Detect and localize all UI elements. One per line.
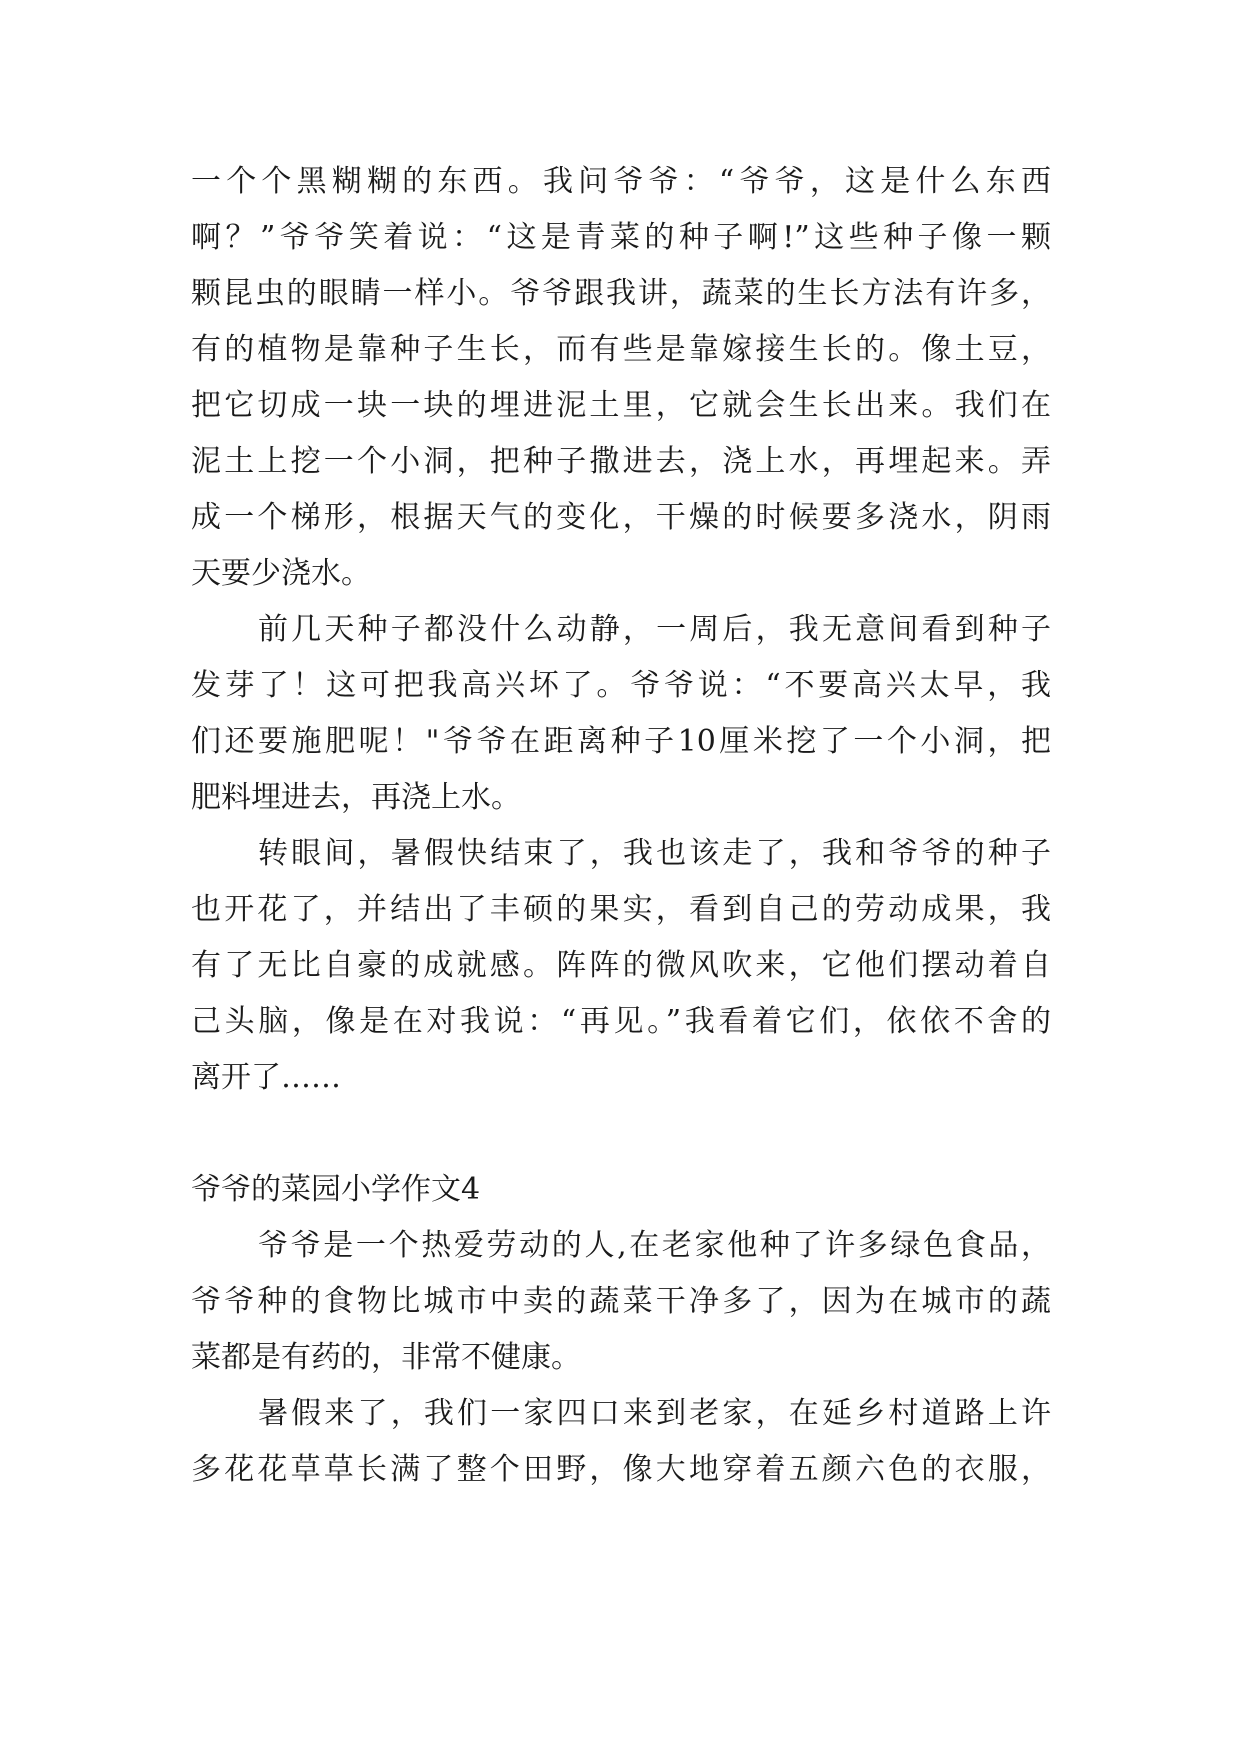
paragraph-line: 有的植物是靠种子生长，而有些是靠嫁接生长的。像土豆， — [191, 332, 1051, 367]
paragraph-line: 一个个黑糊糊的东西。我问爷爷：“爷爷，这是什么东西 — [191, 164, 1051, 199]
paragraph-line: 啊？”爷爷笑着说：“这是青菜的种子啊!”这些种子像一颗 — [191, 220, 1051, 255]
paragraph-line: 成一个梯形，根据天气的变化，干燥的时候要多浇水，阴雨 — [191, 500, 1051, 535]
paragraph-first-line: 爷爷是一个热爱劳动的人,在老家他种了许多绿色食品， — [258, 1228, 1051, 1263]
paragraph-line: 把它切成一块一块的埋进泥土里，它就会生长出来。我们在 — [191, 388, 1051, 423]
paragraph-line: 多花花草草长满了整个田野，像大地穿着五颜六色的衣服， — [191, 1452, 1051, 1487]
paragraph-line: 菜都是有药的，非常不健康。 — [191, 1340, 581, 1375]
paragraph-line: 们还要施肥呢！"爷爷在距离种子10厘米挖了一个小洞，把 — [191, 724, 1051, 759]
paragraph-first-line: 前几天种子都没什么动静，一周后，我无意间看到种子 — [258, 612, 1051, 647]
section-title: 爷爷的菜园小学作文4 — [191, 1172, 481, 1207]
paragraph-line: 天要少浇水。 — [191, 556, 371, 591]
paragraph-line: 发芽了！这可把我高兴坏了。爷爷说：“不要高兴太早，我 — [191, 668, 1051, 703]
paragraph-line: 也开花了，并结出了丰硕的果实，看到自己的劳动成果，我 — [191, 892, 1051, 927]
paragraph-first-line: 暑假来了，我们一家四口来到老家，在延乡村道路上许 — [258, 1396, 1051, 1431]
paragraph-line: 泥土上挖一个小洞，把种子撒进去，浇上水，再埋起来。弄 — [191, 444, 1051, 479]
paragraph-line: 有了无比自豪的成就感。阵阵的微风吹来，它他们摆动着自 — [191, 948, 1051, 983]
paragraph-line: 爷爷种的食物比城市中卖的蔬菜干净多了，因为在城市的蔬 — [191, 1284, 1051, 1319]
paragraph-line: 己头脑，像是在对我说：“再见。”我看着它们，依依不舍的 — [191, 1004, 1051, 1039]
paragraph-line: 颗昆虫的眼睛一样小。爷爷跟我讲，蔬菜的生长方法有许多， — [191, 276, 1051, 311]
paragraph-first-line: 转眼间，暑假快结束了，我也该走了，我和爷爷的种子 — [258, 836, 1051, 871]
paragraph-line: 离开了…… — [191, 1060, 341, 1095]
paragraph-line: 肥料埋进去，再浇上水。 — [191, 780, 521, 815]
